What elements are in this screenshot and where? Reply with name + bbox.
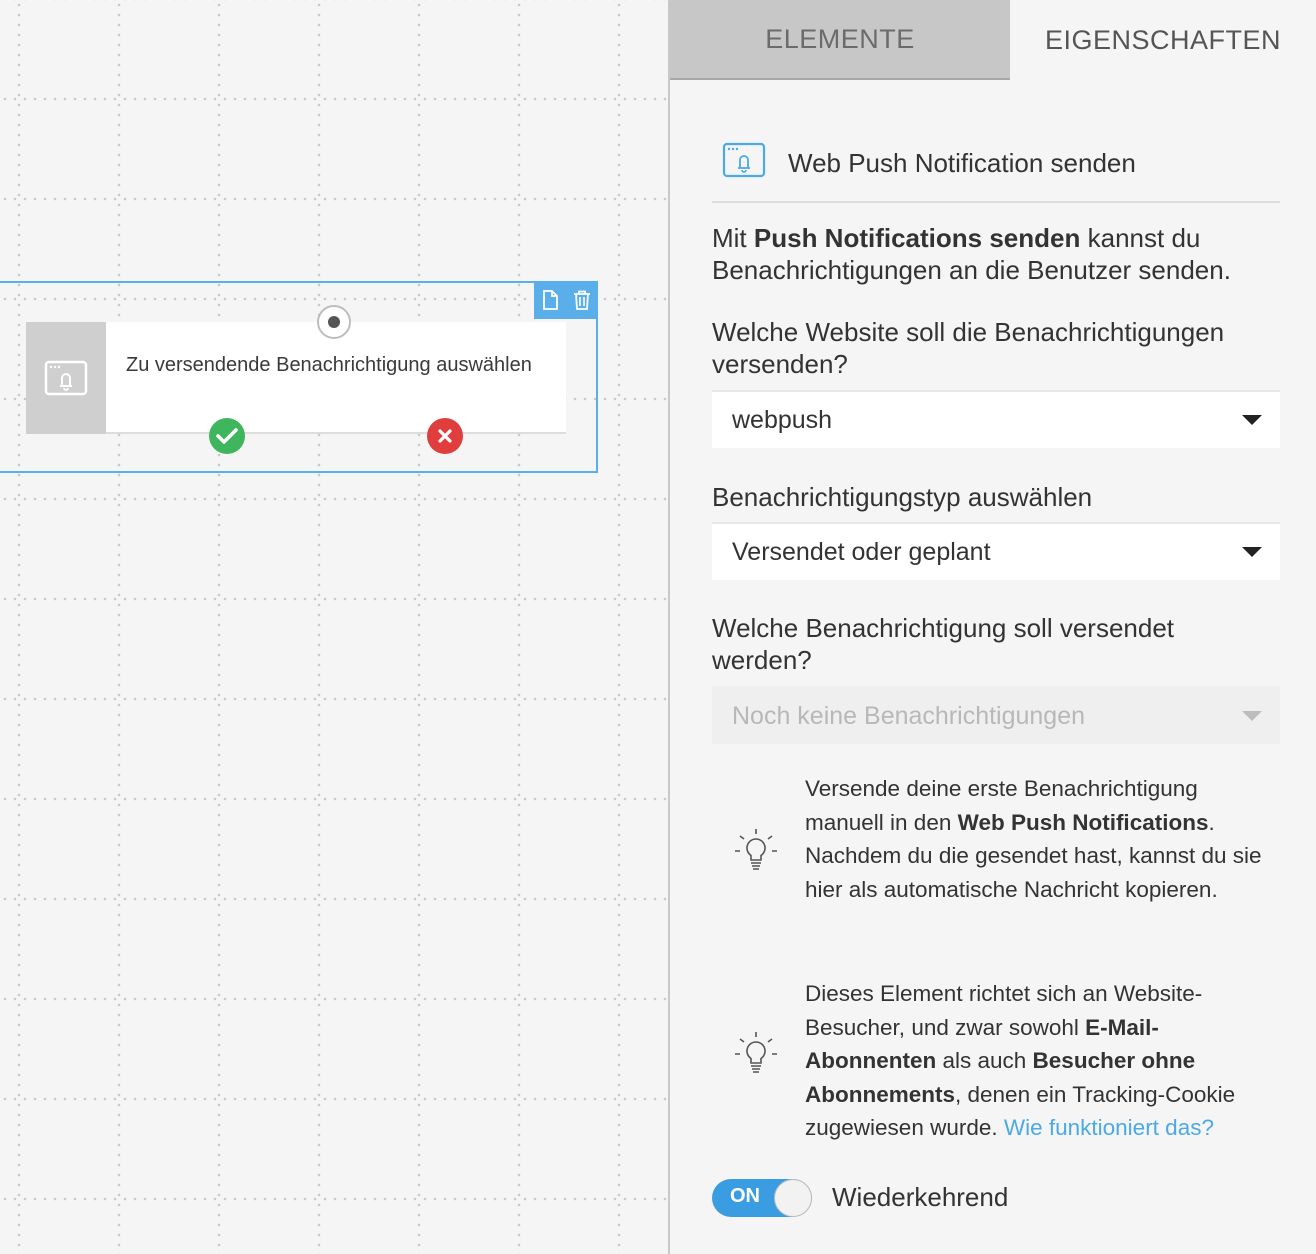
- tab-elemente[interactable]: ELEMENTE: [670, 0, 1010, 80]
- panel-header: [712, 140, 1280, 203]
- recurring-label: Wiederkehrend: [832, 1182, 1009, 1212]
- node-label: Zu versendende Benachrichtigung auswählen: [126, 354, 532, 376]
- trash-icon[interactable]: [571, 289, 593, 311]
- tab-eigenschaften[interactable]: EIGENSCHAFTEN: [1010, 0, 1316, 80]
- tip-audience-text: Dieses Element richtet sich an Website-Besucher, und zwar sowohl E-Mail-Abonnenten als auch Besucher ohne Abonnements, denen ein Tracking-Cookie zugewiesen wurde. Wie funktioniert das?: [805, 981, 1236, 1140]
- type-select-value: Versendet oder geplant: [732, 537, 991, 566]
- caret-down-icon: [1242, 547, 1262, 557]
- panel-title: Web Push Notification senden: [788, 148, 1136, 178]
- tip-first-notification-text: Versende deine erste Benachrichtigung manuell in den Web Push Notifications. Nachdem du die gesendet hast, kannst du sie hier als automatische Nachricht kopieren.: [805, 776, 1262, 902]
- notification-select-placeholder: Noch keine Benachrichtigungen: [732, 701, 1086, 730]
- node-icon-box: [26, 322, 106, 434]
- failure-port-x-icon[interactable]: [427, 418, 463, 454]
- input-port[interactable]: [317, 305, 351, 339]
- browser-bell-icon: [44, 360, 88, 396]
- workflow-node[interactable]: [26, 322, 566, 434]
- type-select[interactable]: [712, 522, 1280, 580]
- recurring-toggle[interactable]: [712, 1179, 812, 1217]
- notification-label: Welche Benachrichtigung soll versendet werden?: [712, 613, 1175, 675]
- toggle-state: ON: [730, 1185, 760, 1207]
- lightbulb-icon: [734, 827, 778, 878]
- caret-down-icon: [1242, 711, 1262, 721]
- intro-text: Mit Push Notifications senden kannst du Benachrichtigungen an die Benutzer senden.: [712, 223, 1231, 285]
- type-label: Benachrichtigungstyp auswählen: [712, 482, 1093, 512]
- node-toolbar: [534, 281, 598, 319]
- toggle-knob: [774, 1179, 812, 1217]
- tip-audience: [712, 977, 1280, 1147]
- website-label: Welche Website soll die Benachrichtigungen versenden?: [712, 317, 1225, 379]
- properties-sidebar: [668, 0, 1316, 1254]
- how-it-works-link[interactable]: Wie funktioniert das?: [1003, 1115, 1214, 1140]
- website-select-value: webpush: [732, 405, 833, 434]
- success-port-check-icon[interactable]: [209, 418, 245, 454]
- caret-down-icon: [1242, 415, 1262, 425]
- tip-first-notification: [712, 772, 1280, 942]
- browser-bell-icon: [722, 142, 766, 183]
- website-select[interactable]: [712, 390, 1280, 448]
- notification-select[interactable]: [712, 686, 1280, 744]
- lightbulb-icon: [734, 1030, 778, 1081]
- duplicate-icon[interactable]: [539, 289, 561, 311]
